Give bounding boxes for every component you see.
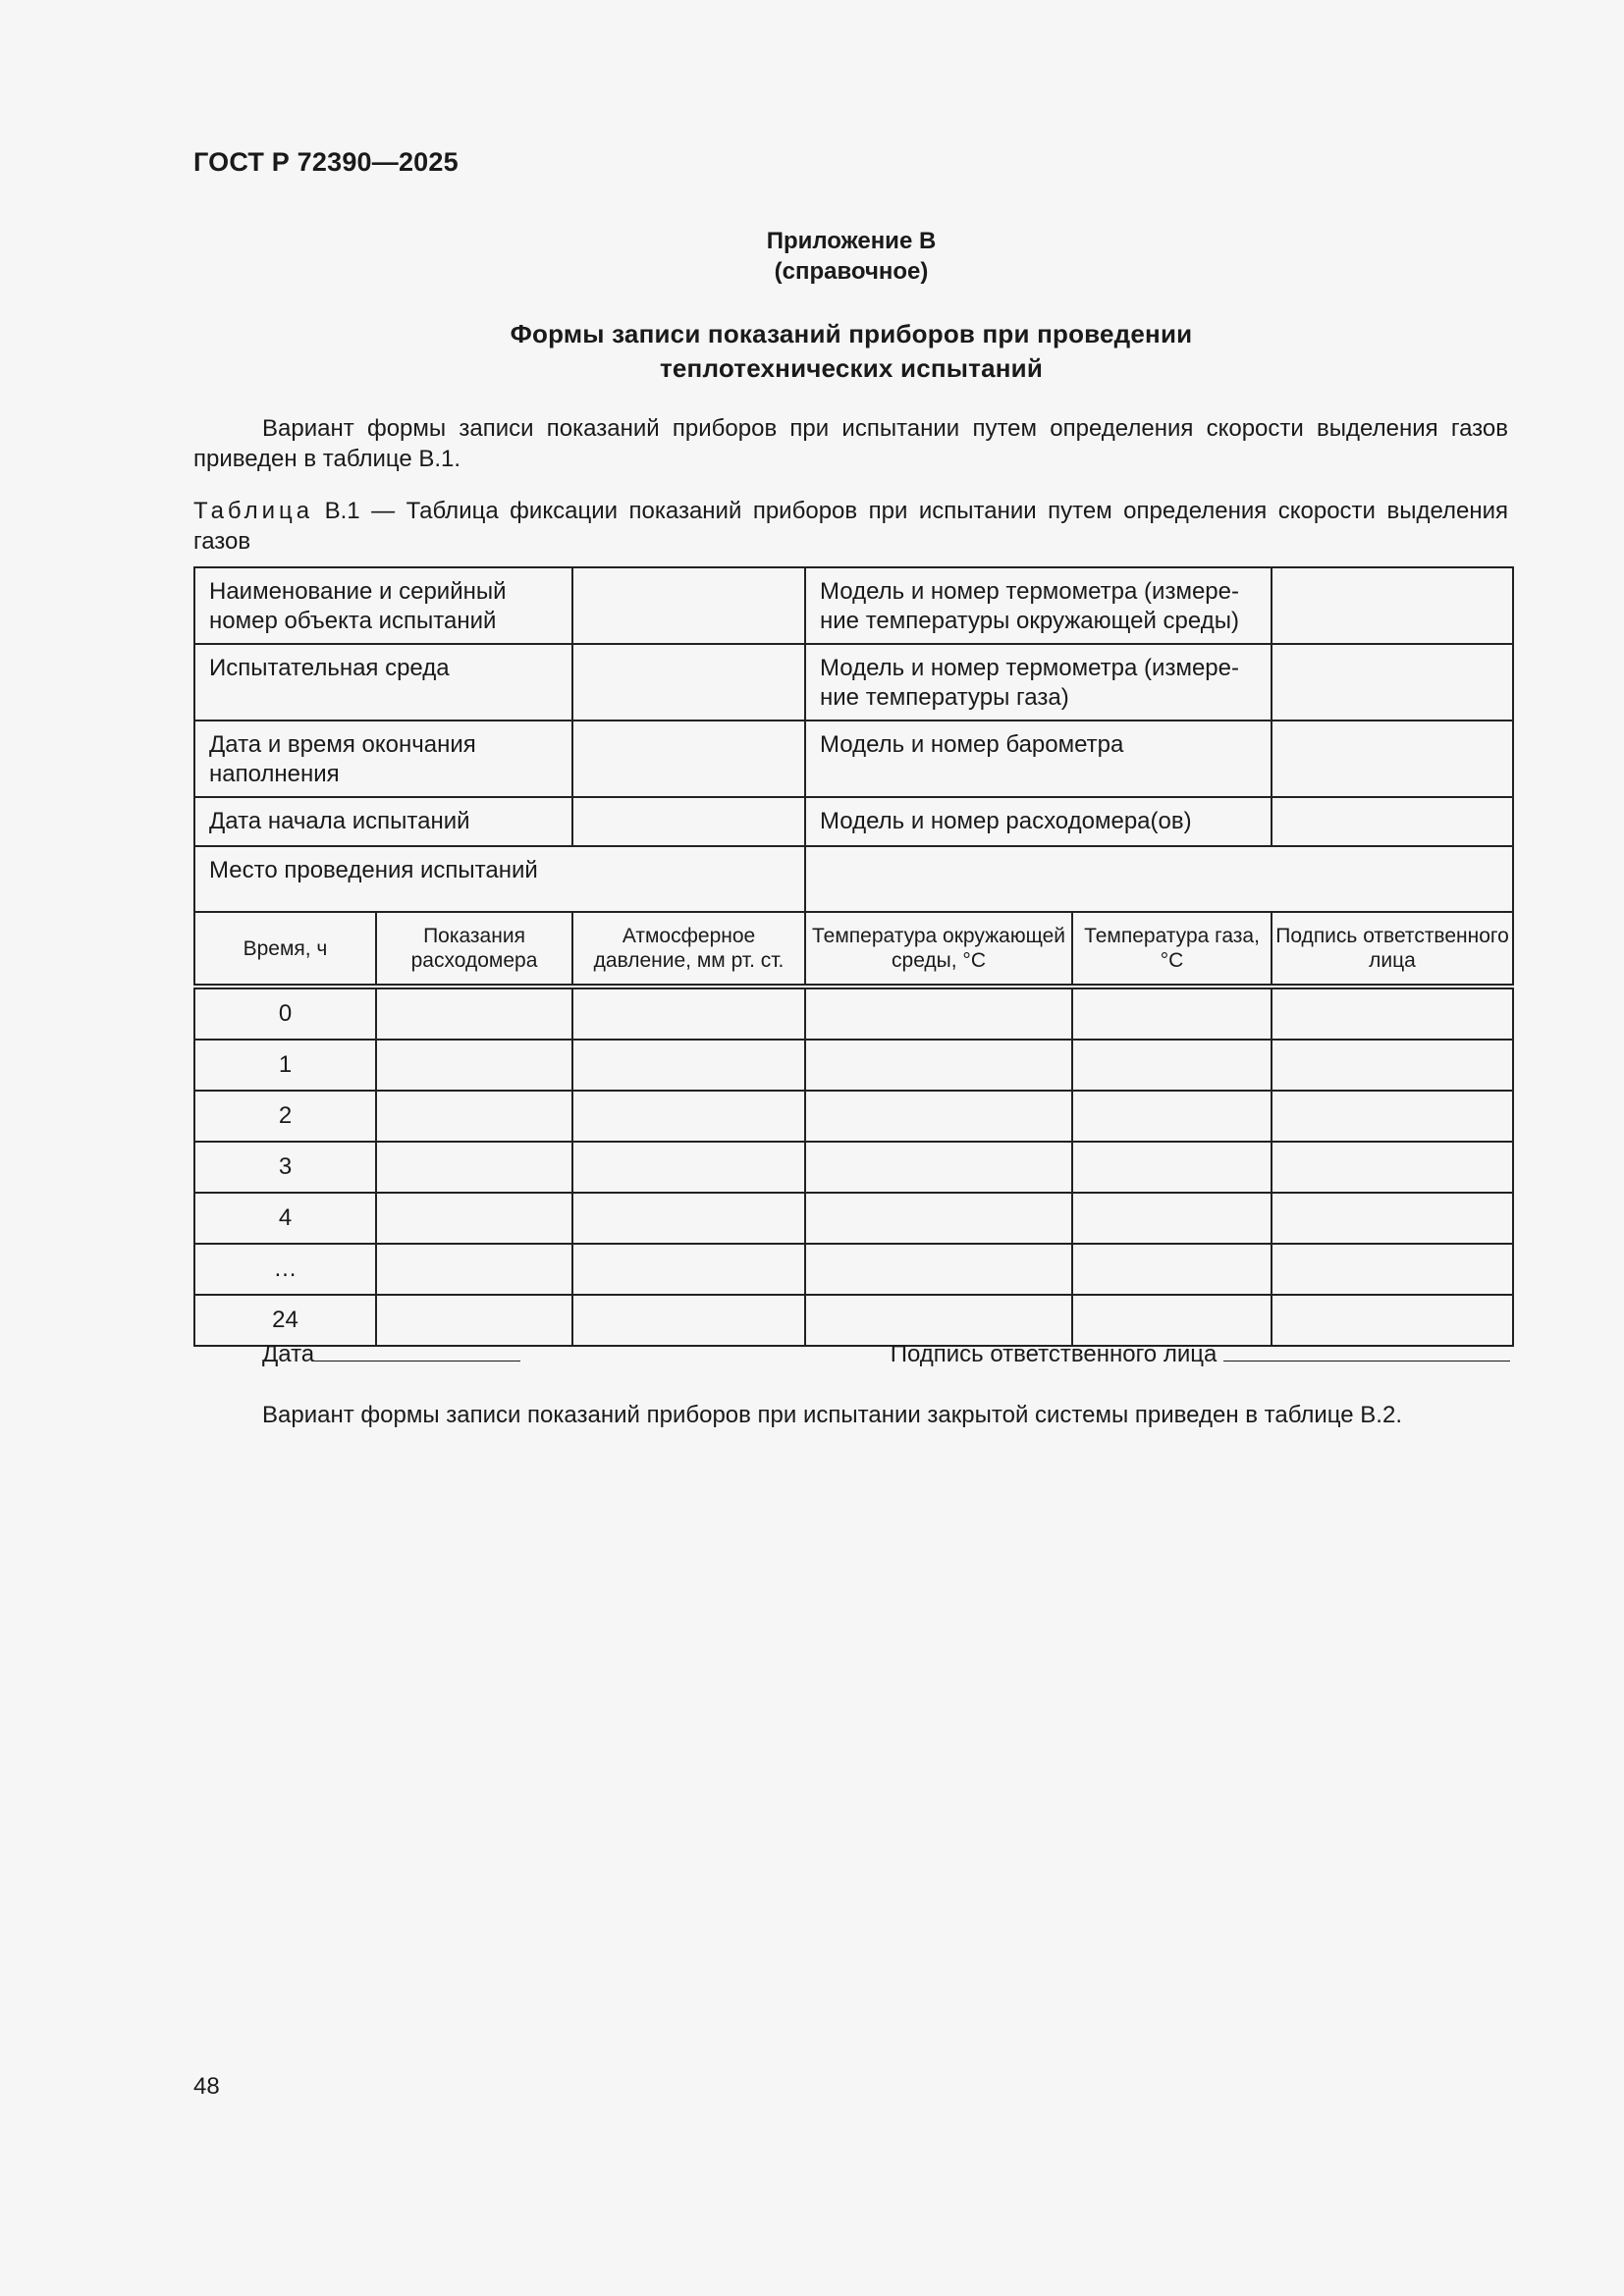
info-right-label: Модель и номер барометра <box>805 721 1272 797</box>
page-number: 48 <box>193 2073 220 2100</box>
info-left-label: Испытательная среда <box>194 644 572 721</box>
info-left-value[interactable] <box>572 721 805 797</box>
entry-cell[interactable] <box>376 1091 572 1142</box>
intro-paragraph: Вариант формы записи показаний приборов при испытании путем определения скорости выделения газов приведен в таблице В.1. <box>193 415 1508 472</box>
column-header: Атмосферное давление, мм рт. ст. <box>572 912 805 987</box>
entry-cell[interactable] <box>1272 1040 1513 1091</box>
table-caption <box>193 496 1508 557</box>
info-right-label: Модель и номер расходомера(ов) <box>805 797 1272 846</box>
info-right-value[interactable] <box>1272 797 1513 846</box>
entry-cell[interactable] <box>1272 1091 1513 1142</box>
entry-cell[interactable] <box>572 1040 805 1091</box>
date-signature-line <box>262 1339 520 1369</box>
entry-cell[interactable] <box>572 987 805 1040</box>
table-caption-prefix: Таблица <box>193 498 314 524</box>
time-cell: 4 <box>194 1193 376 1244</box>
table-caption-text: В.1 — Таблица фиксации показаний приборов при испытании путем определения скорости выделения газов <box>193 498 1508 555</box>
entry-cell[interactable] <box>572 1193 805 1244</box>
info-right-value[interactable] <box>1272 644 1513 721</box>
info-left-label: Дата и время окончания наполнения <box>194 721 572 797</box>
entry-cell[interactable] <box>1072 1040 1272 1091</box>
column-header: Температура окружающей среды, °С <box>805 912 1072 987</box>
table-row <box>194 987 1513 1040</box>
entry-cell[interactable] <box>805 1091 1072 1142</box>
entry-cell[interactable] <box>376 987 572 1040</box>
entry-cell[interactable] <box>1272 1193 1513 1244</box>
appendix-heading <box>0 226 1624 287</box>
entry-cell[interactable] <box>572 1142 805 1193</box>
entry-cell[interactable] <box>805 987 1072 1040</box>
entry-cell[interactable] <box>376 1142 572 1193</box>
person-signature-blank[interactable] <box>1223 1339 1510 1362</box>
entry-cell[interactable] <box>805 1193 1072 1244</box>
entry-cell[interactable] <box>805 1142 1072 1193</box>
section-title-line-2: теплотехнических испытаний <box>659 353 1044 383</box>
time-cell: 1 <box>194 1040 376 1091</box>
entry-cell[interactable] <box>1072 1244 1272 1295</box>
time-cell: 3 <box>194 1142 376 1193</box>
column-header-row <box>194 912 1513 987</box>
column-header: Температура газа, °С <box>1072 912 1272 987</box>
appendix-title: Приложение В <box>766 228 937 254</box>
table-row <box>194 1193 1513 1244</box>
date-label: Дата <box>262 1341 315 1367</box>
table-row <box>194 1244 1513 1295</box>
entry-cell[interactable] <box>376 1040 572 1091</box>
entry-cell[interactable] <box>1272 1244 1513 1295</box>
entry-cell[interactable] <box>572 1244 805 1295</box>
info-right-value[interactable] <box>1272 721 1513 797</box>
entry-cell[interactable] <box>1072 1091 1272 1142</box>
table-row <box>194 1142 1513 1193</box>
table-row <box>194 1040 1513 1091</box>
info-left-value[interactable] <box>572 797 805 846</box>
section-title-line-1: Формы записи показаний приборов при проведении <box>510 319 1193 348</box>
column-header: Время, ч <box>194 912 376 987</box>
entry-cell[interactable] <box>1072 1193 1272 1244</box>
entry-cell[interactable] <box>376 1244 572 1295</box>
place-label: Место проведения испытаний <box>194 846 805 912</box>
person-signature-label: Подпись ответственного лица <box>890 1341 1218 1367</box>
info-row <box>194 721 1513 797</box>
info-right-label: Модель и номер термометра (измере-ние температуры окружающей среды) <box>805 567 1272 644</box>
info-right-label: Модель и номер термометра (измере-ние температуры газа) <box>805 644 1272 721</box>
time-cell: 24 <box>194 1295 376 1346</box>
info-left-value[interactable] <box>572 644 805 721</box>
date-blank[interactable] <box>314 1339 520 1362</box>
entry-cell[interactable] <box>1072 1142 1272 1193</box>
info-left-value[interactable] <box>572 567 805 644</box>
info-left-label: Наименование и серийный номер объекта испытаний <box>194 567 572 644</box>
info-left-label: Дата начала испытаний <box>194 797 572 846</box>
info-row <box>194 797 1513 846</box>
entry-cell[interactable] <box>805 1244 1072 1295</box>
place-row <box>194 846 1513 912</box>
entry-cell[interactable] <box>1272 987 1513 1040</box>
info-row <box>194 567 1513 644</box>
info-row <box>194 644 1513 721</box>
appendix-subtitle: (справочное) <box>774 258 929 285</box>
time-cell: 0 <box>194 987 376 1040</box>
table-row <box>194 1091 1513 1142</box>
entry-cell[interactable] <box>572 1295 805 1346</box>
entry-cell[interactable] <box>1272 1142 1513 1193</box>
closing-paragraph: Вариант формы записи показаний приборов при испытании закрытой системы приведен в таблице В.2. <box>262 1402 1402 1428</box>
place-value[interactable] <box>805 846 1513 912</box>
column-header: Подпись ответственного лица <box>1272 912 1513 987</box>
entry-cell[interactable] <box>572 1091 805 1142</box>
person-signature-line <box>891 1339 1510 1369</box>
document-header: ГОСТ Р 72390—2025 <box>193 147 459 177</box>
entry-cell[interactable] <box>1072 987 1272 1040</box>
info-right-value[interactable] <box>1272 567 1513 644</box>
entry-cell[interactable] <box>805 1040 1072 1091</box>
readings-table <box>193 566 1514 1347</box>
time-cell: … <box>194 1244 376 1295</box>
column-header: Показания расходомера <box>376 912 572 987</box>
section-title <box>0 317 1624 386</box>
time-cell: 2 <box>194 1091 376 1142</box>
entry-cell[interactable] <box>376 1193 572 1244</box>
